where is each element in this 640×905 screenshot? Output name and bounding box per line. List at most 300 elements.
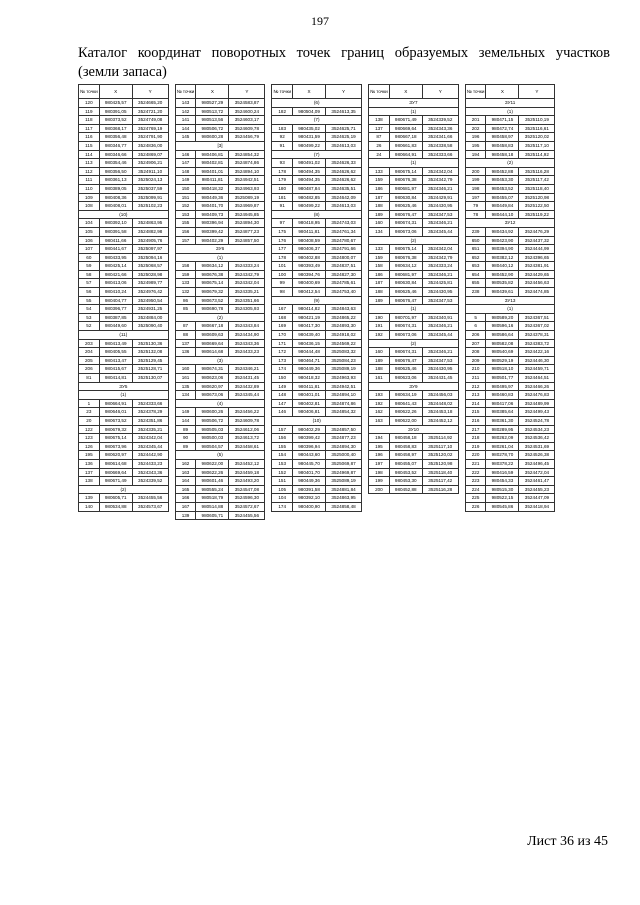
- table-row: [369, 107, 459, 116]
- x-coordinate: 980408,59: [293, 236, 326, 245]
- table-row: [272, 356, 362, 365]
- y-coordinate: 3524305,93: [229, 305, 265, 314]
- x-coordinate: 980396,94: [196, 219, 229, 228]
- point-number: 197: [369, 459, 390, 468]
- point-number: 167: [272, 305, 293, 314]
- point-number: 140: [79, 502, 100, 511]
- table-row: [465, 391, 555, 400]
- y-coordinate: 3524531,69: [519, 442, 555, 451]
- point-number: 119: [79, 107, 100, 116]
- y-coordinate: 3524474,85: [519, 288, 555, 297]
- table-row: [79, 339, 169, 348]
- x-coordinate: 980622,00: [196, 459, 229, 468]
- table-row: [175, 511, 265, 520]
- table-row: [465, 202, 555, 211]
- point-number: 207: [465, 339, 486, 348]
- y-coordinate: 3524437,32: [519, 236, 555, 245]
- y-coordinate: 3525130,07: [132, 374, 168, 383]
- point-number: 220: [465, 451, 486, 460]
- table-row: [272, 331, 362, 340]
- section-label: (2): [465, 159, 555, 168]
- x-coordinate: 980661,83: [389, 141, 422, 150]
- point-number: 202: [465, 124, 486, 133]
- y-coordinate: 3524335,21: [132, 425, 168, 434]
- x-coordinate: 980527,29: [196, 99, 229, 108]
- table-row: [79, 116, 169, 125]
- point-number: 238: [465, 288, 486, 297]
- point-number: 162: [175, 459, 196, 468]
- x-coordinate: 980354,46: [99, 159, 132, 168]
- x-coordinate: 980416,59: [486, 468, 519, 477]
- y-coordinate: 3524442,90: [132, 451, 168, 460]
- point-number: 104: [272, 494, 293, 503]
- x-coordinate: 980449,36: [293, 365, 326, 374]
- y-coordinate: 3524444,99: [519, 245, 555, 254]
- table-row: [272, 494, 362, 503]
- y-coordinate: 3525129,45: [132, 356, 168, 365]
- table-row: [272, 262, 362, 271]
- table-row: [272, 451, 362, 460]
- header-y: Y: [519, 85, 555, 99]
- x-coordinate: 980505,03: [196, 425, 229, 434]
- table-row: [465, 382, 555, 391]
- table-row: [79, 477, 169, 486]
- x-coordinate: 980674,31: [389, 348, 422, 357]
- y-coordinate: 3524418,94: [519, 502, 555, 511]
- table-row: [175, 391, 265, 400]
- table-row: [369, 356, 459, 365]
- x-coordinate: 980402,29: [196, 236, 229, 245]
- x-coordinate: 980453,52: [486, 184, 519, 193]
- table-row: [369, 116, 459, 125]
- table-row: [465, 253, 555, 262]
- point-number: 20: [79, 416, 100, 425]
- table-row: [272, 150, 362, 159]
- coordinate-table: [465, 84, 556, 512]
- y-coordinate: 3524635,51: [326, 184, 362, 193]
- table-row: [272, 348, 362, 357]
- y-coordinate: 3525114,92: [422, 434, 458, 443]
- point-number: 106: [79, 236, 100, 245]
- x-coordinate: 980423,90: [486, 236, 519, 245]
- y-coordinate: 3524333,24: [229, 262, 265, 271]
- table-row: [369, 210, 459, 219]
- table-row: [79, 141, 169, 150]
- table-row: [465, 434, 555, 443]
- table-row: [369, 468, 459, 477]
- y-coordinate: 3524603,17: [229, 116, 265, 125]
- x-coordinate: 980394,90: [486, 245, 519, 254]
- x-coordinate: 980399,42: [293, 434, 326, 443]
- x-coordinate: 980392,10: [293, 494, 326, 503]
- x-coordinate: 980674,31: [389, 322, 422, 331]
- y-coordinate: 3525097,97: [132, 245, 168, 254]
- table-row: [369, 442, 459, 451]
- point-number: 143: [175, 99, 196, 108]
- table-row: [79, 176, 169, 185]
- y-coordinate: 3524626,62: [326, 176, 362, 185]
- y-coordinate: 3525102,23: [132, 202, 168, 211]
- table-row: [465, 468, 555, 477]
- x-coordinate: 980346,77: [99, 141, 132, 150]
- y-coordinate: 3524493,20: [229, 477, 265, 486]
- header-x: X: [196, 85, 229, 99]
- point-number: 164: [175, 477, 196, 486]
- x-coordinate: 980452,88: [486, 167, 519, 176]
- point-number: 87: [175, 322, 196, 331]
- x-coordinate: 980675,14: [99, 434, 132, 443]
- x-coordinate: 980471,15: [486, 116, 519, 125]
- y-coordinate: 3525118,40: [422, 468, 458, 477]
- table-row: [465, 107, 555, 116]
- table-row: [272, 133, 362, 142]
- y-coordinate: 3524429,91: [422, 193, 458, 202]
- x-coordinate: 980411,81: [293, 227, 326, 236]
- point-number: 189: [369, 210, 390, 219]
- y-coordinate: 3524347,53: [422, 356, 458, 365]
- y-coordinate: 3524338,58: [422, 141, 458, 150]
- x-coordinate: 980600,28: [196, 133, 229, 142]
- y-coordinate: 3524342,79: [229, 270, 265, 279]
- y-coordinate: 3524342,04: [229, 279, 265, 288]
- coordinate-tables: [78, 84, 610, 520]
- x-coordinate: 980418,32: [196, 184, 229, 193]
- point-number: 206: [465, 331, 486, 340]
- table-row: [369, 279, 459, 288]
- y-coordinate: 3525069,87: [326, 459, 362, 468]
- y-coordinate: 3524865,22: [326, 313, 362, 322]
- y-coordinate: 3524433,23: [132, 459, 168, 468]
- point-number: 144: [175, 416, 196, 425]
- x-coordinate: 980625,46: [389, 288, 422, 297]
- point-number: 217: [465, 425, 486, 434]
- section-label: (9): [272, 296, 362, 305]
- table-row: [369, 176, 459, 185]
- y-coordinate: 3524342,79: [422, 176, 458, 185]
- x-coordinate: 980435,02: [293, 124, 326, 133]
- x-coordinate: 980487,84: [293, 184, 326, 193]
- y-coordinate: 3524455,23: [519, 485, 555, 494]
- table-row: [369, 348, 459, 357]
- point-number: 167: [175, 502, 196, 511]
- point-number: 152: [272, 468, 293, 477]
- table-row: [175, 339, 265, 348]
- section-label: (1): [465, 107, 555, 116]
- y-coordinate: 3524942,51: [326, 382, 362, 391]
- table-row: [175, 322, 265, 331]
- y-coordinate: 3524456,03: [422, 391, 458, 400]
- point-number: 172: [272, 348, 293, 357]
- point-number: 205: [79, 356, 100, 365]
- point-number: 163: [175, 468, 196, 477]
- table-row: [272, 425, 362, 434]
- point-number: 91: [272, 202, 293, 211]
- point-number: 195: [465, 141, 486, 150]
- y-coordinate: 3524343,36: [229, 339, 265, 348]
- point-number: 146: [272, 408, 293, 417]
- y-coordinate: 3524434,90: [229, 331, 265, 340]
- y-coordinate: 3524499,43: [519, 408, 555, 417]
- y-coordinate: 3524452,12: [229, 459, 265, 468]
- table-row: [79, 348, 169, 357]
- y-coordinate: 3524596,30: [229, 494, 265, 503]
- x-coordinate: 980414,81: [99, 374, 132, 383]
- y-coordinate: 3524858,48: [326, 502, 362, 511]
- table-row: [465, 150, 555, 159]
- table-row: [175, 459, 265, 468]
- x-coordinate: 980674,31: [196, 365, 229, 374]
- section-label: (1): [369, 305, 459, 314]
- section-label: (1): [175, 253, 265, 262]
- point-number: 148: [175, 167, 196, 176]
- point-number: 139: [175, 511, 196, 520]
- x-coordinate: 980676,47: [389, 210, 422, 219]
- x-coordinate: 980452,88: [389, 485, 422, 494]
- point-number: 190: [369, 313, 390, 322]
- y-coordinate: 3524422,16: [519, 348, 555, 357]
- table-row: [79, 416, 169, 425]
- x-coordinate: 980669,64: [389, 124, 422, 133]
- point-number: 161: [175, 374, 196, 383]
- x-coordinate: 980431,59: [293, 133, 326, 142]
- y-coordinate: 3524476,83: [519, 391, 555, 400]
- table-row: [369, 459, 459, 468]
- x-coordinate: 980418,32: [293, 374, 326, 383]
- table-row: [465, 322, 555, 331]
- x-coordinate: 980494,35: [293, 176, 326, 185]
- point-number: 59: [79, 262, 100, 271]
- x-coordinate: 980522,15: [486, 494, 519, 503]
- x-coordinate: 980411,66: [99, 236, 132, 245]
- x-coordinate: 980620,97: [196, 382, 229, 391]
- point-number: 100: [272, 270, 293, 279]
- table-row: [369, 159, 459, 168]
- point-number: 104: [79, 219, 100, 228]
- point-number: 1: [79, 399, 100, 408]
- point-number: 188: [369, 365, 390, 374]
- y-coordinate: 3525120,98: [422, 459, 458, 468]
- point-number: 123: [79, 434, 100, 443]
- x-coordinate: 980667,18: [196, 322, 229, 331]
- table-row: [79, 210, 169, 219]
- x-coordinate: 980506,72: [196, 124, 229, 133]
- x-coordinate: 980401,70: [196, 202, 229, 211]
- x-coordinate: 980452,90: [486, 270, 519, 279]
- y-coordinate: 3524547,08: [229, 485, 265, 494]
- y-coordinate: 3524884,00: [132, 313, 168, 322]
- point-number: 155: [272, 442, 293, 451]
- table-row: [369, 184, 459, 193]
- x-coordinate: 980600,26: [196, 408, 229, 417]
- point-number: 110: [79, 184, 100, 193]
- point-number: 199: [369, 477, 390, 486]
- point-number: 112: [79, 167, 100, 176]
- table-row: [272, 124, 362, 133]
- x-coordinate: 980514,88: [196, 502, 229, 511]
- table-row: [369, 202, 459, 211]
- y-coordinate: 3525090,40: [132, 322, 168, 331]
- x-coordinate: 980630,84: [389, 279, 422, 288]
- x-coordinate: 980455,07: [486, 193, 519, 202]
- table-row: [272, 116, 362, 125]
- y-coordinate: 3524496,45: [519, 459, 555, 468]
- table-row: [272, 193, 362, 202]
- x-coordinate: 980518,10: [486, 365, 519, 374]
- y-coordinate: 3525094,16: [132, 253, 168, 262]
- table-row: [369, 382, 459, 391]
- x-coordinate: 980262,09: [486, 434, 519, 443]
- x-coordinate: 980417,30: [293, 322, 326, 331]
- table-row: [369, 193, 459, 202]
- table-row: [79, 296, 169, 305]
- y-coordinate: 3524333,66: [132, 399, 168, 408]
- y-coordinate: 3524613,72: [229, 434, 265, 443]
- point-number: 174: [272, 502, 293, 511]
- x-coordinate: 980614,68: [99, 459, 132, 468]
- table-row: [175, 133, 265, 142]
- table-row: [272, 374, 362, 383]
- table-row: [369, 416, 459, 425]
- table-row: [465, 485, 555, 494]
- table-row: [79, 167, 169, 176]
- x-coordinate: 980501,77: [486, 374, 519, 383]
- point-number: 160: [175, 365, 196, 374]
- point-number: 148: [272, 391, 293, 400]
- x-coordinate: 980458,97: [486, 133, 519, 142]
- point-number: 101: [272, 262, 293, 271]
- point-number: 209: [465, 356, 486, 365]
- table-row: [272, 141, 362, 150]
- y-coordinate: 3524459,18: [229, 468, 265, 477]
- sheet-counter: Лист 36 из 45: [527, 834, 608, 849]
- y-coordinate: 3524950,54: [132, 296, 168, 305]
- table-row: [272, 176, 362, 185]
- y-coordinate: 3525117,42: [422, 477, 458, 486]
- table-row: [369, 374, 459, 383]
- point-number: 655: [465, 279, 486, 288]
- y-coordinate: 3525120,02: [519, 133, 555, 142]
- point-number: 133: [175, 279, 196, 288]
- y-coordinate: 3524894,30: [229, 219, 265, 228]
- x-coordinate: 980356,50: [99, 167, 132, 176]
- point-number: 147: [272, 399, 293, 408]
- point-number: 111: [79, 176, 100, 185]
- y-coordinate: 3525110,19: [519, 116, 555, 125]
- x-coordinate: 980439,40: [293, 331, 326, 340]
- x-coordinate: 980454,33: [486, 477, 519, 486]
- x-coordinate: 980361,13: [99, 176, 132, 185]
- x-coordinate: 980589,20: [486, 313, 519, 322]
- point-number: 144: [175, 124, 196, 133]
- section-label: (5): [175, 451, 265, 460]
- table-row: [79, 434, 169, 443]
- x-coordinate: 980679,32: [99, 425, 132, 434]
- point-number: 55: [79, 296, 100, 305]
- x-coordinate: 980406,81: [196, 150, 229, 159]
- table-row: [79, 494, 169, 503]
- point-number: 216: [465, 416, 486, 425]
- point-number: 186: [369, 270, 390, 279]
- x-coordinate: 980449,36: [196, 193, 229, 202]
- point-number: 157: [175, 236, 196, 245]
- table-row: [272, 279, 362, 288]
- y-coordinate: 3524347,53: [422, 296, 458, 305]
- table-row: [369, 451, 459, 460]
- table-row: [79, 219, 169, 228]
- y-coordinate: 3524642,09: [326, 193, 362, 202]
- x-coordinate: 980681,97: [389, 184, 422, 193]
- point-number: 105: [79, 227, 100, 236]
- table-row: [79, 442, 169, 451]
- x-coordinate: 980404,77: [99, 296, 132, 305]
- point-number: 200: [465, 167, 486, 176]
- table-row: [79, 202, 169, 211]
- x-coordinate: 980506,72: [196, 416, 229, 425]
- point-number: 203: [79, 339, 100, 348]
- point-number: 57: [79, 279, 100, 288]
- point-number: 195: [79, 451, 100, 460]
- header-y: Y: [132, 85, 168, 99]
- point-number: 193: [369, 391, 390, 400]
- x-coordinate: 980401,70: [293, 468, 326, 477]
- y-coordinate: 3524472,04: [519, 468, 555, 477]
- table-row: [465, 313, 555, 322]
- point-number: 52: [79, 322, 100, 331]
- table-row: [369, 296, 459, 305]
- point-number: 89: [175, 442, 196, 451]
- point-number: 189: [369, 356, 390, 365]
- x-coordinate: 980491,02: [293, 159, 326, 168]
- point-number: 215: [465, 408, 486, 417]
- section-label: (1): [465, 305, 555, 314]
- table-row: [175, 296, 265, 305]
- y-coordinate: 3525024,13: [132, 176, 168, 185]
- header-y: Y: [422, 85, 458, 99]
- x-coordinate: 980673,06: [196, 391, 229, 400]
- point-number: 23: [79, 408, 100, 417]
- point-number: 87: [369, 133, 390, 142]
- table-row: [272, 468, 362, 477]
- x-coordinate: 980515,30: [486, 485, 519, 494]
- x-coordinate: 980513,72: [196, 107, 229, 116]
- point-number: 133: [369, 245, 390, 254]
- header-num: № точки: [175, 85, 196, 99]
- y-coordinate: 3524455,56: [132, 494, 168, 503]
- x-coordinate: 980373,52: [99, 116, 132, 125]
- table-row: [369, 313, 459, 322]
- y-coordinate: 3525037,59: [132, 184, 168, 193]
- x-coordinate: 980402,81: [196, 159, 229, 168]
- point-number: 6: [465, 322, 486, 331]
- x-coordinate: 980673,52: [196, 296, 229, 305]
- x-coordinate: 980445,70: [293, 459, 326, 468]
- table-row: [369, 227, 459, 236]
- y-coordinate: 3524894,10: [229, 167, 265, 176]
- point-number: 151: [272, 477, 293, 486]
- y-coordinate: 3524341,66: [422, 133, 458, 142]
- x-coordinate: 980394,76: [293, 270, 326, 279]
- point-number: 93: [272, 159, 293, 168]
- table-row: [272, 485, 362, 494]
- table-row: [272, 270, 362, 279]
- point-number: 159: [175, 270, 196, 279]
- point-number: 146: [175, 150, 196, 159]
- table-row: [175, 494, 265, 503]
- point-number: 218: [465, 434, 486, 443]
- point-number: 192: [369, 399, 390, 408]
- y-coordinate: 3524433,23: [229, 348, 265, 357]
- y-coordinate: 3525068,57: [132, 262, 168, 271]
